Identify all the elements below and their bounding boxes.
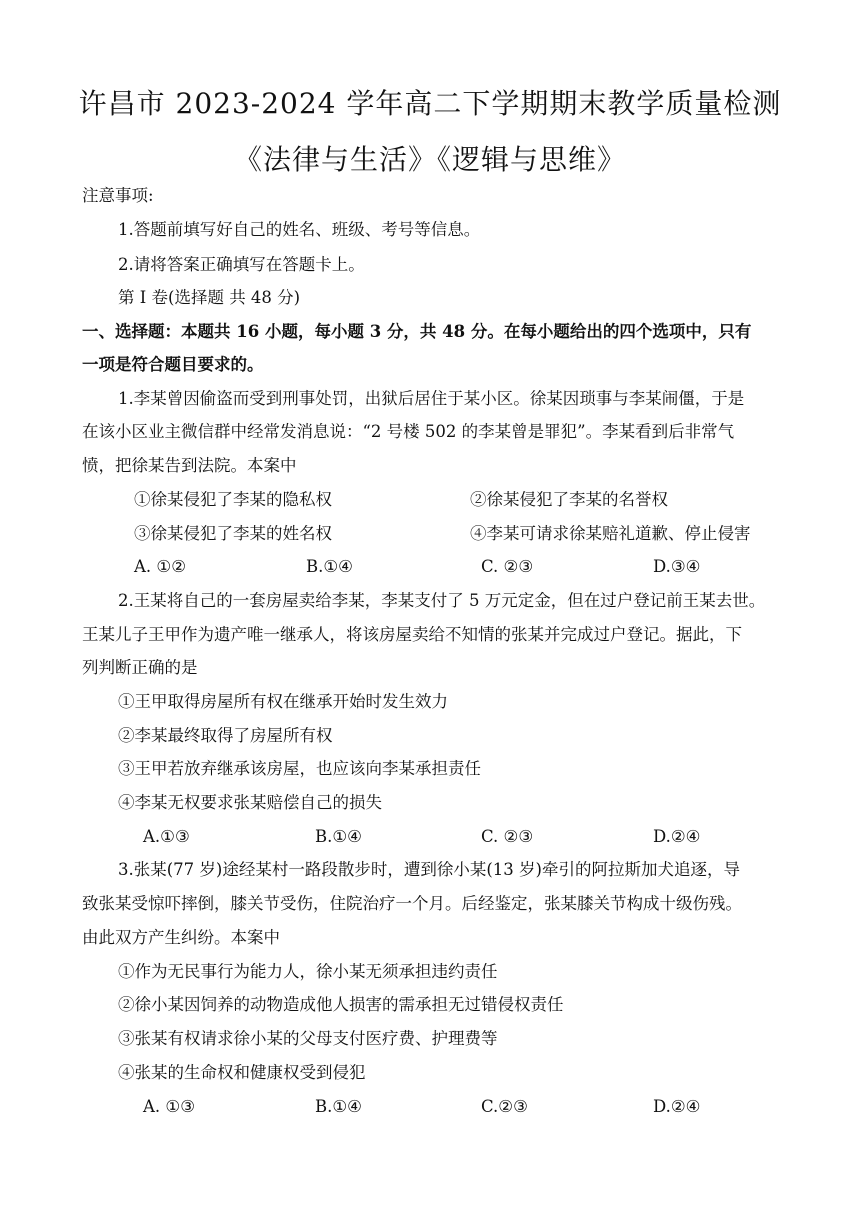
note-item: 2.请将答案正确填写在答题卡上。 [118, 255, 365, 274]
q2-option-b: B.①④ [315, 827, 362, 846]
q2-stem: 2.王某将自己的一套房屋卖给李某，李某支付了 5 万元定金，但在过户登记前王某去世。 [118, 591, 766, 610]
note-item: 1.答题前填写好自己的姓名、班级、考号等信息。 [118, 220, 481, 239]
q1-statement: ④李某可请求徐某赔礼道歉、停止侵害 [470, 524, 751, 543]
q3-stem: 3.张某(77 岁)途经某村一路段散步时，遭到徐小某(13 岁)牵引的阿拉斯加犬追逐，导 [118, 860, 740, 879]
q2-statement: ③王甲若放弃继承该房屋，也应该向李某承担责任 [118, 759, 481, 778]
q2-stem: 王某儿子王甲作为遗产唯一继承人，将该房屋卖给不知情的张某并完成过户登记。据此，下 [82, 625, 742, 644]
q1-stem: 1.李某曾因偷盗而受到刑事处罚，出狱后居住于某小区。徐某因琐事与李某闹僵，于是 [118, 389, 745, 408]
volume-label: 第 I 卷(选择题 共 48 分) [118, 288, 301, 307]
q1-stem: 愤，把徐某告到法院。本案中 [82, 456, 297, 475]
q2-option-c: C. ②③ [481, 827, 534, 846]
q3-option-c: C.②③ [481, 1097, 528, 1116]
q3-option-a: A. ①③ [143, 1097, 195, 1116]
section-instructions: 一、选择题：本题共 16 小题，每小题 3 分，共 48 分。在每小题给出的四个选项中，只有 [82, 322, 752, 341]
q1-statement: ③徐某侵犯了李某的姓名权 [134, 524, 332, 543]
notes-heading: 注意事项: [82, 186, 154, 205]
q1-option-b: B.①④ [306, 557, 353, 576]
q1-stem: 在该小区业主微信群中经常发消息说：“2 号楼 502 的李某曾是罪犯”。李某看到后非常气 [82, 422, 735, 441]
q3-statement: ③张某有权请求徐小某的父母支付医疗费、护理费等 [118, 1029, 498, 1048]
q2-option-d: D.②④ [653, 827, 701, 846]
q3-option-b: B.①④ [315, 1097, 362, 1116]
q1-statement: ①徐某侵犯了李某的隐私权 [134, 490, 332, 509]
q1-option-d: D.③④ [653, 557, 701, 576]
q3-statement: ②徐小某因饲养的动物造成他人损害的需承担无过错侵权责任 [118, 995, 564, 1014]
q3-statement: ①作为无民事行为能力人，徐小某无须承担违约责任 [118, 962, 498, 981]
q2-statement: ①王甲取得房屋所有权在继承开始时发生效力 [118, 692, 448, 711]
q1-statement: ②徐某侵犯了李某的名誉权 [470, 490, 668, 509]
q2-statement: ④李某无权要求张某赔偿自己的损失 [118, 793, 382, 812]
q2-statement: ②李某最终取得了房屋所有权 [118, 726, 333, 745]
q3-stem: 致张某受惊吓摔倒，膝关节受伤，住院治疗一个月。后经鉴定，张某膝关节构成十级伤残。 [82, 894, 742, 913]
q3-stem: 由此双方产生纠纷。本案中 [82, 928, 280, 947]
q2-stem: 列判断正确的是 [82, 658, 198, 677]
q1-option-c: C. ②③ [481, 557, 534, 576]
q2-option-a: A.①③ [143, 827, 190, 846]
q3-statement: ④张某的生命权和健康权受到侵犯 [118, 1063, 366, 1082]
page-title: 许昌市 2023-2024 学年高二下学期期末教学质量检测 [78, 87, 782, 120]
q1-option-a: A. ①② [134, 557, 186, 576]
q3-option-d: D.②④ [653, 1097, 701, 1116]
section-instructions-cont: 一项是符合题目要求的。 [82, 355, 264, 374]
page-subtitle: 《法律与生活》《逻辑与思维》 [233, 143, 626, 176]
